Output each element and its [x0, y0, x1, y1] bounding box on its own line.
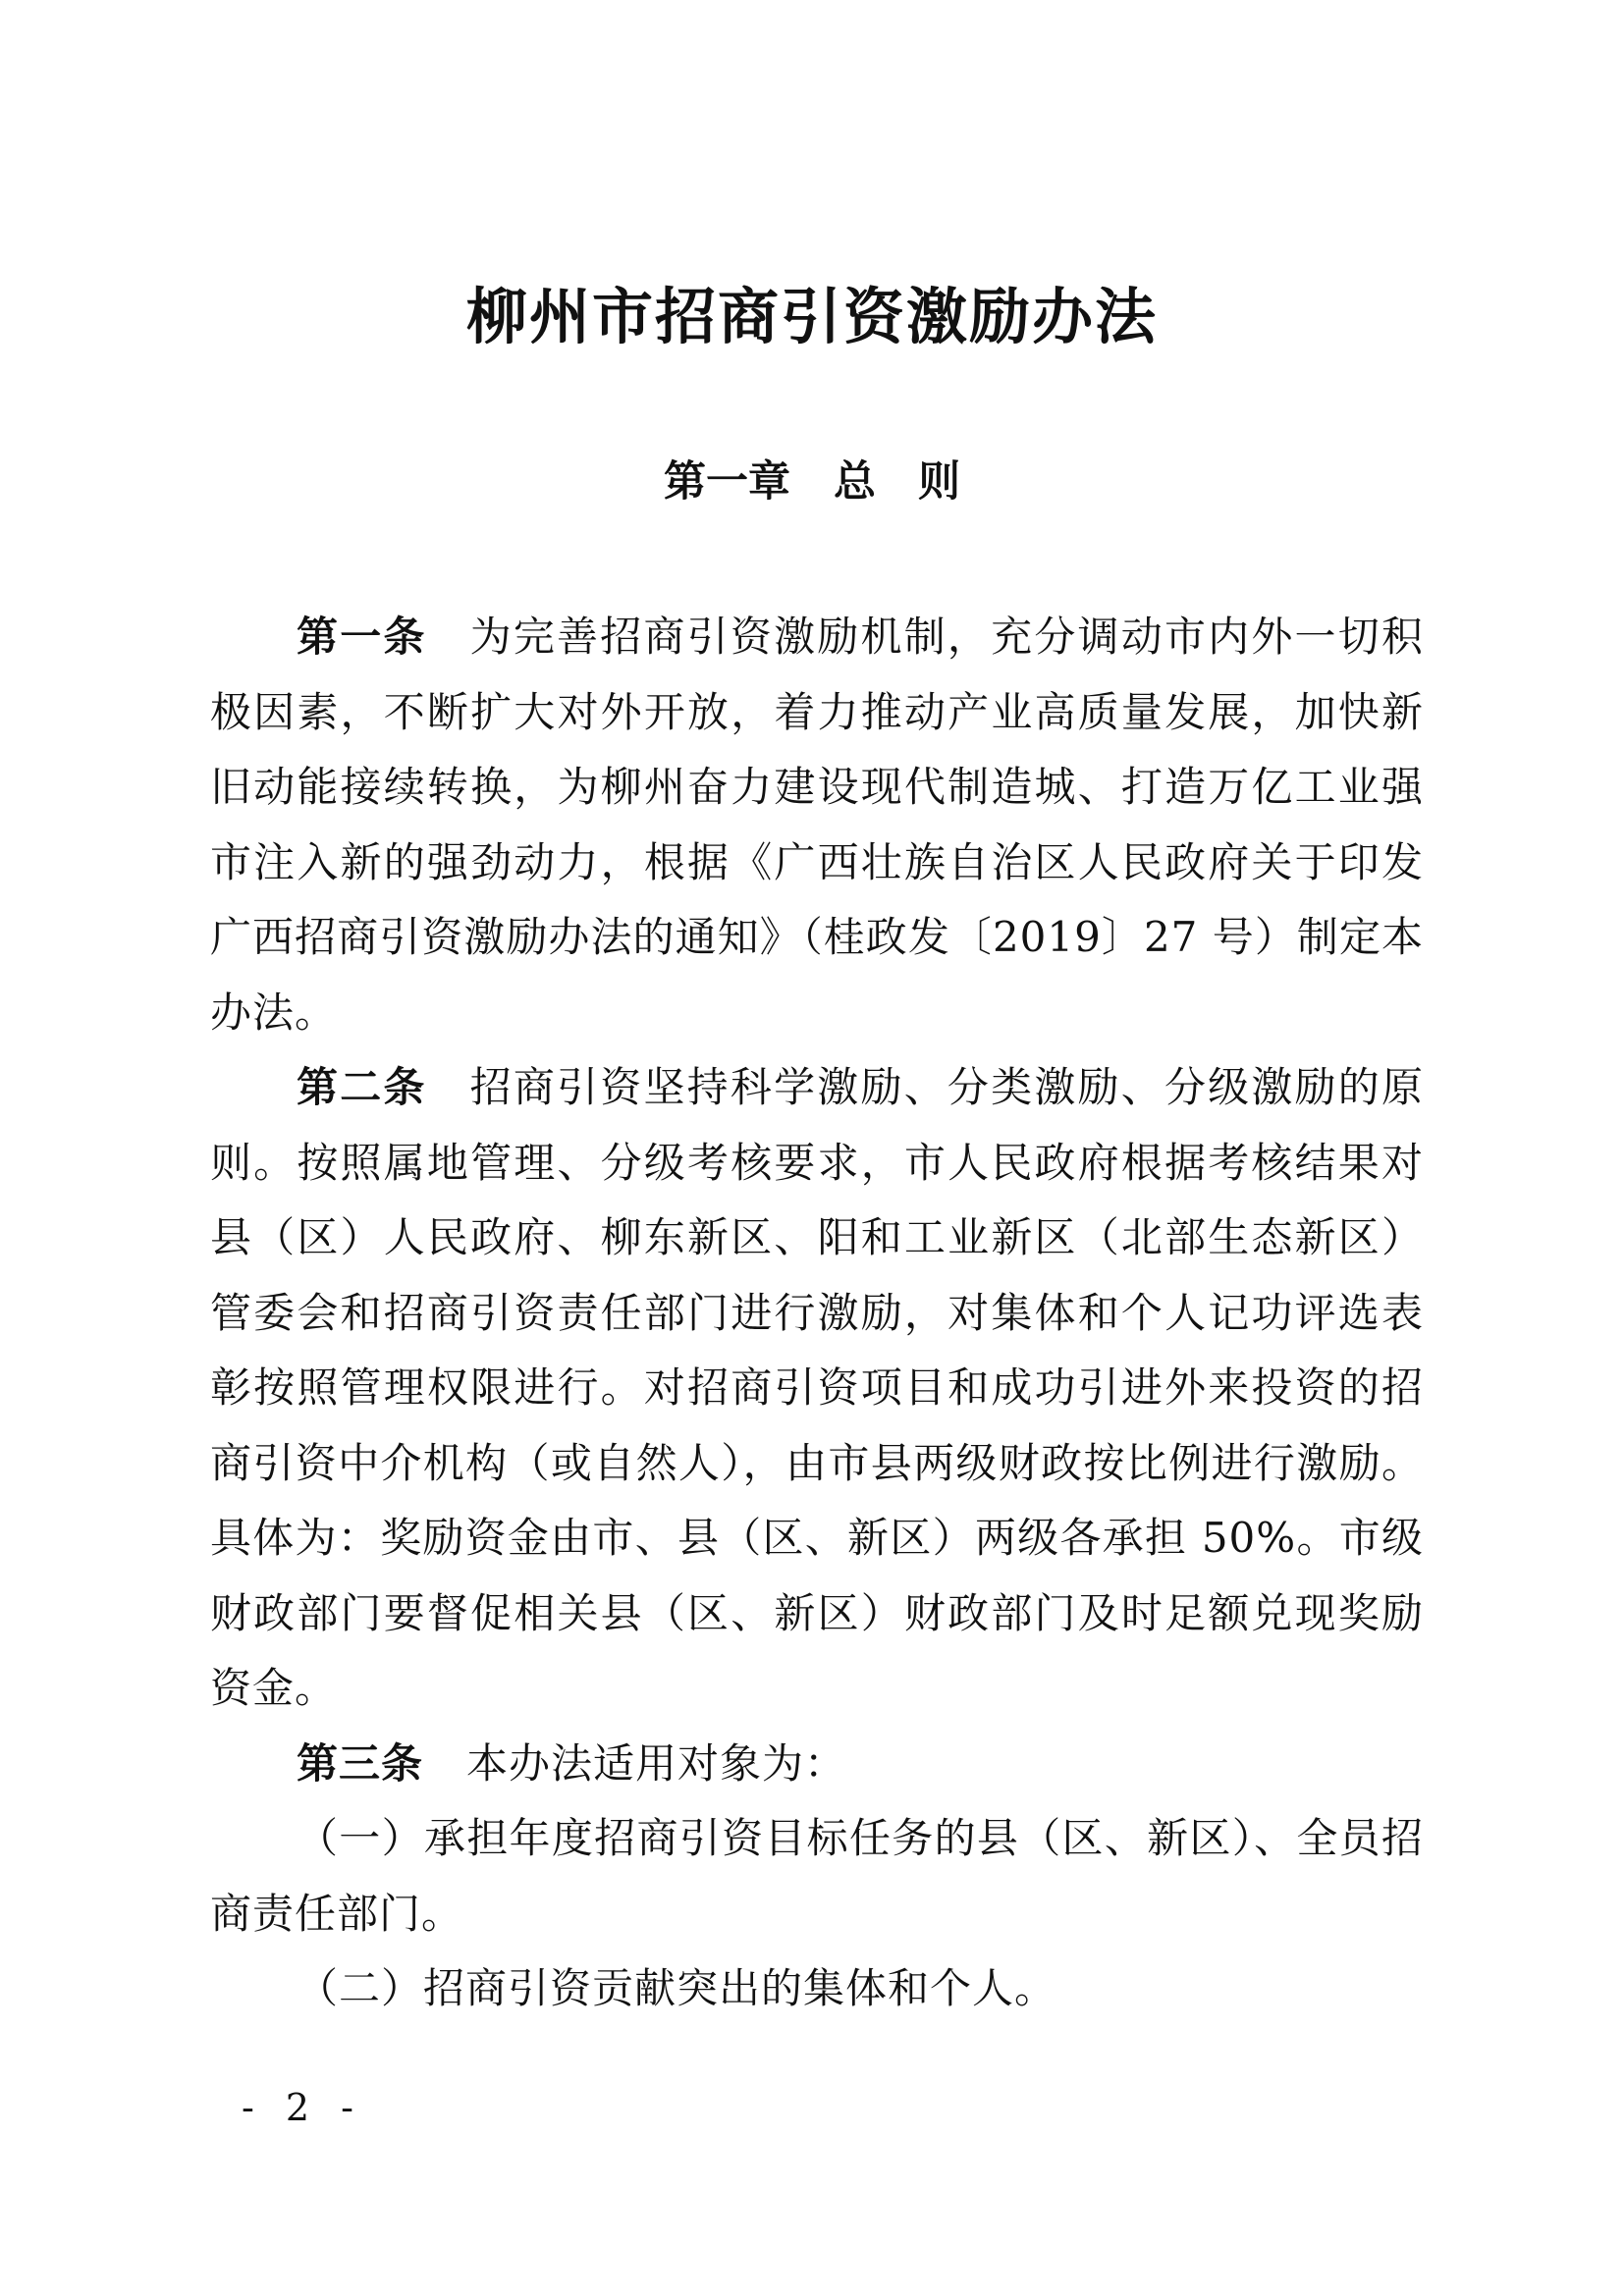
article-text: 招商引资坚持科学激励、分类激励、分级激励的原则。按照属地管理、分级考核要求，市人民政府根据考核结果对县（区）人民政府、柳东新区、阳和工业新区（北部生态新区）管委会和招商引资责任部门进行激励，对集体和个人记功评选表彰按照管理权限进行。对招商引资项目和成功引进外来投资的招商引资中介机构（或自然人），由市县两级财政按比例进行激励。具体为：奖励资金由市、县（区、新区）两级各承担 50%。市级财政部门要督促相关县（区、新区）财政部门及时足额兑现奖励资金。	[210, 1063, 1424, 1712]
chapter-name: 总 则	[834, 457, 960, 507]
article-3	[210, 1727, 1424, 1802]
article-label: 第一条	[297, 613, 427, 661]
document-title: 柳州市招商引资激励办法	[465, 281, 1158, 352]
list-item: （二）招商引资贡献突出的集体和个人。	[297, 1964, 1057, 2012]
page-number: - 2 -	[242, 2086, 364, 2129]
chapter-number: 第一章	[664, 457, 790, 507]
article-label: 第三条	[297, 1738, 424, 1788]
chapter-heading	[0, 457, 1624, 507]
list-item: （一）承担年度招商引资目标任务的县（区、新区）、全员招商责任部门。	[210, 1814, 1424, 1938]
document-body	[210, 600, 1424, 2027]
article-text: 为完善招商引资激励机制，充分调动市内外一切积极因素，不断扩大对外开放，着力推动产业高质量发展，加快新旧动能接续转换，为柳州奋力建设现代制造城、打造万亿工业强市注入新的强劲动力，根据《广西壮族自治区人民政府关于印发广西招商引资激励办法的通知》（桂政发〔2019〕27 号）制定本办法。	[210, 613, 1424, 1037]
article-1	[210, 600, 1424, 1050]
article-label: 第二条	[297, 1063, 427, 1111]
article-2	[210, 1050, 1424, 1727]
article-text: 本办法适用对象为：	[466, 1738, 847, 1788]
